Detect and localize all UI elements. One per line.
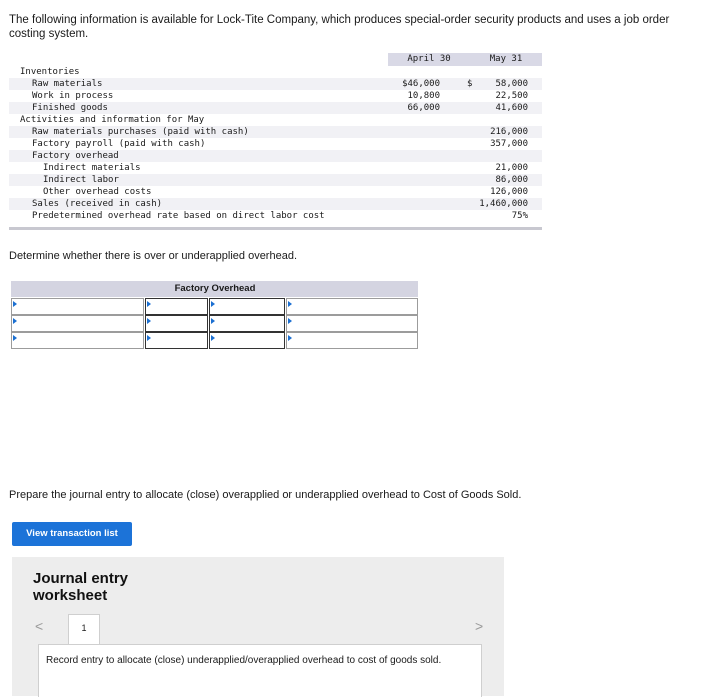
dropdown-marker-icon: [13, 318, 17, 324]
credit-label-input[interactable]: [286, 332, 418, 349]
dropdown-marker-icon: [211, 335, 215, 341]
credit-amount-input[interactable]: [209, 332, 285, 349]
question-journal-entry: Prepare the journal entry to allocate (close) overapplied or underapplied overhead to Cost of Goods Sold.: [9, 489, 522, 501]
t-account-row: [11, 315, 418, 332]
table-row: [9, 186, 542, 198]
april-value: $46,000: [402, 79, 440, 89]
may-value: 22,500: [495, 91, 528, 101]
table-row: [9, 162, 542, 174]
col-header-may: May 31: [489, 54, 523, 64]
row-label: Work in process: [32, 91, 114, 101]
dropdown-marker-icon: [288, 301, 292, 307]
worksheet-instruction: Record entry to allocate (close) underapplied/overapplied overhead to cost of goods sold.: [46, 655, 442, 666]
chevron-left-icon[interactable]: <: [35, 618, 44, 634]
journal-entry-worksheet: [12, 557, 504, 696]
may-value: 21,000: [495, 163, 528, 173]
dropdown-marker-icon: [147, 335, 151, 341]
row-label: Factory payroll (paid with cash): [32, 139, 206, 149]
table-row: [9, 114, 542, 126]
debit-label-input[interactable]: [11, 298, 144, 315]
table-row: [9, 126, 542, 138]
intro-text: The following information is available for Lock-Tite Company, which produces special-order security products and uses a job order costing system.: [9, 14, 670, 40]
dropdown-marker-icon: [13, 301, 17, 307]
may-value: 58,000: [495, 79, 528, 89]
credit-amount-input[interactable]: [209, 298, 285, 315]
view-transaction-list-button[interactable]: View transaction list: [12, 522, 132, 546]
row-label: Other overhead costs: [43, 187, 152, 197]
dropdown-marker-icon: [211, 301, 215, 307]
table-bottom-rule: [9, 227, 542, 230]
may-value: 75%: [511, 211, 528, 221]
table-row: [9, 66, 542, 78]
row-label: Inventories: [20, 67, 80, 77]
worksheet-entry-box: [38, 644, 482, 697]
may-value: 1,460,000: [479, 199, 528, 209]
dropdown-marker-icon: [13, 335, 17, 341]
worksheet-title: Journal entry worksheet: [33, 570, 129, 604]
credit-label-input[interactable]: [286, 298, 418, 315]
dollar-sign: $: [467, 79, 473, 89]
row-label: Indirect labor: [43, 175, 119, 185]
table-row: [9, 210, 542, 222]
dropdown-marker-icon: [147, 301, 151, 307]
may-value: 357,000: [490, 139, 528, 149]
credit-label-input[interactable]: [286, 315, 418, 332]
table-row: [9, 198, 542, 210]
t-account-title: Factory Overhead: [174, 283, 256, 294]
row-label: Raw materials purchases (paid with cash): [32, 127, 249, 137]
may-value: 41,600: [495, 103, 528, 113]
dropdown-marker-icon: [211, 318, 215, 324]
chevron-right-icon[interactable]: >: [475, 618, 484, 634]
row-label: Sales (received in cash): [32, 199, 163, 209]
dropdown-marker-icon: [288, 318, 292, 324]
credit-amount-input[interactable]: [209, 315, 285, 332]
may-value: 216,000: [490, 127, 528, 137]
debit-amount-input[interactable]: [145, 332, 208, 349]
row-label: Factory overhead: [32, 151, 119, 161]
table-row: [9, 138, 542, 150]
t-account-header: [11, 281, 418, 297]
question-over-under: Determine whether there is over or underapplied overhead.: [9, 250, 297, 262]
table-row: [9, 102, 542, 114]
table-row: [9, 150, 542, 162]
debit-label-input[interactable]: [11, 315, 144, 332]
data-table: [9, 53, 542, 231]
table-row: [9, 78, 542, 90]
table-row: [9, 90, 542, 102]
row-label: Predetermined overhead rate based on direct labor cost: [32, 211, 325, 221]
debit-amount-input[interactable]: [145, 315, 208, 332]
may-value: 126,000: [490, 187, 528, 197]
col-header-april: April 30: [407, 54, 451, 64]
dropdown-marker-icon: [288, 335, 292, 341]
may-value: 86,000: [495, 175, 528, 185]
t-account-row: [11, 332, 418, 349]
debit-label-input[interactable]: [11, 332, 144, 349]
april-value: 66,000: [407, 103, 440, 113]
table-row: [9, 174, 542, 186]
row-label: Indirect materials: [43, 163, 141, 173]
dropdown-marker-icon: [147, 318, 151, 324]
worksheet-page-tab[interactable]: 1: [68, 614, 100, 646]
april-value: 10,800: [407, 91, 440, 101]
t-account-row: [11, 298, 418, 315]
row-label: Finished goods: [32, 103, 108, 113]
debit-amount-input[interactable]: [145, 298, 208, 315]
row-label: Raw materials: [32, 79, 103, 89]
row-label: Activities and information for May: [20, 115, 205, 125]
t-account-factory-overhead: [11, 281, 418, 350]
